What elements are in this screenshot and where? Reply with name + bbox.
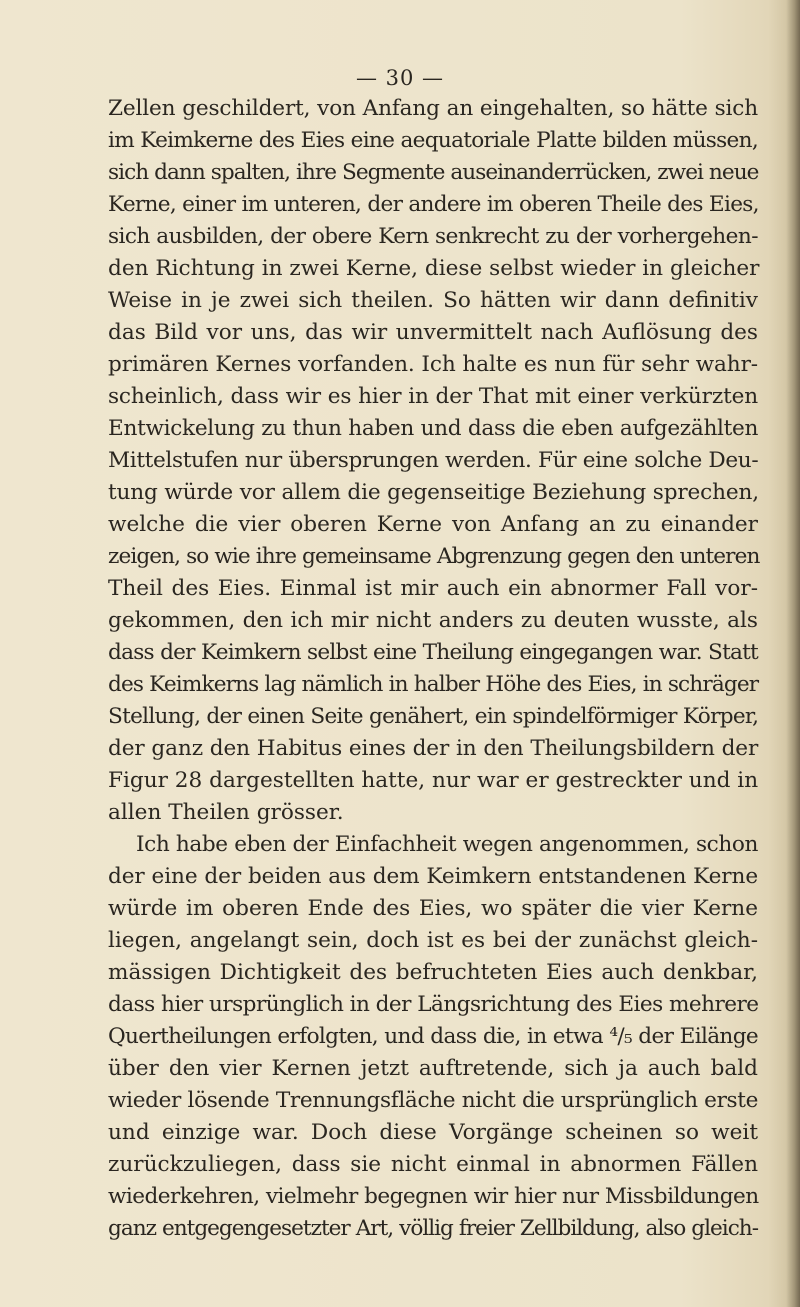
text-line: ganz entgegengesetzter Art, völlig freier Zellbildung, also gleich- [108,1216,758,1241]
text-line: des Keimkerns lag nämlich in halber Höhe des Eies, in schräger [108,672,759,697]
body-text [108,93,758,1245]
text-line: zurückzuliegen, dass sie nicht einmal in abnormen Fällen [108,1152,758,1177]
text-line: wiederkehren, vielmehr begegnen wir hier nur Missbildungen [108,1184,759,1209]
page-number: — 30 — [355,66,445,90]
text-line: Quertheilungen erfolgten, und dass die, in etwa ⁴/₅ der Eilänge [108,1024,758,1049]
text-line: Ich habe eben der Einfachheit wegen angenommen, schon [136,832,758,857]
text-line: mässigen Dichtigkeit des befruchteten Eies auch denkbar, [108,960,758,985]
text-line: allen Theilen grösser. [108,800,344,825]
text-line: der ganz den Habitus eines der in den Theilungsbildern der [108,736,759,761]
text-line: Kerne, einer im unteren, der andere im oberen Theile des Eies, [108,192,759,217]
text-line: Entwickelung zu thun haben und dass die eben aufgezählten [108,416,759,441]
text-line: welche die vier oberen Kerne von Anfang an zu einander [108,512,758,537]
text-line: Theil des Eies. Einmal ist mir auch ein abnormer Fall vor- [108,576,758,601]
text-line: scheinlich, dass wir es hier in der That mit einer verkürzten [108,384,758,409]
text-line: zeigen, so wie ihre gemeinsame Abgrenzung gegen den unteren [108,544,760,569]
text-line: das Bild vor uns, das wir unvermittelt nach Auflösung des [108,320,758,345]
text-line: den Richtung in zwei Kerne, diese selbst wieder in gleicher [108,256,760,281]
text-line: Zellen geschildert, von Anfang an eingehalten, so hätte sich [108,96,758,121]
text-line: Stellung, der einen Seite genähert, ein spindelförmiger Körper, [108,704,759,729]
text-line: wieder lösende Trennungsfläche nicht die ursprünglich erste [108,1088,759,1113]
text-line: und einzige war. Doch diese Vorgänge scheinen so weit [108,1120,758,1145]
text-line: primären Kernes vorfanden. Ich halte es nun für sehr wahr- [108,352,758,377]
text-line: Figur 28 dargestellten hatte, nur war er gestreckter und in [108,768,759,793]
text-line: würde im oberen Ende des Eies, wo später die vier Kerne [108,896,758,921]
text-line: gekommen, den ich mir nicht anders zu deuten wusste, als [108,608,758,633]
text-line: tung würde vor allem die gegenseitige Beziehung sprechen, [108,480,759,505]
text-line: Mittelstufen nur übersprungen werden. Für eine solche Deu- [108,448,759,473]
text-line: im Keimkerne des Eies eine aequatoriale Platte bilden müssen, [108,128,758,153]
text-line: liegen, angelangt sein, doch ist es bei der zunächst gleich- [108,928,758,953]
text-line: sich ausbilden, der obere Kern senkrecht zu der vorhergehen- [108,224,758,249]
text-line: sich dann spalten, ihre Segmente auseinanderrücken, zwei neue [108,160,759,185]
text-line: dass der Keimkern selbst eine Theilung eingegangen war. Statt [108,640,758,665]
text-line: dass hier ursprünglich in der Längsrichtung des Eies mehrere [108,992,759,1017]
text-line: Weise in je zwei sich theilen. So hätten wir dann definitiv [108,288,758,313]
page-edge-shadow [786,0,800,1307]
text-line: der eine der beiden aus dem Keimkern entstandenen Kerne [108,864,758,889]
text-line: über den vier Kernen jetzt auftretende, sich ja auch bald [108,1056,758,1081]
